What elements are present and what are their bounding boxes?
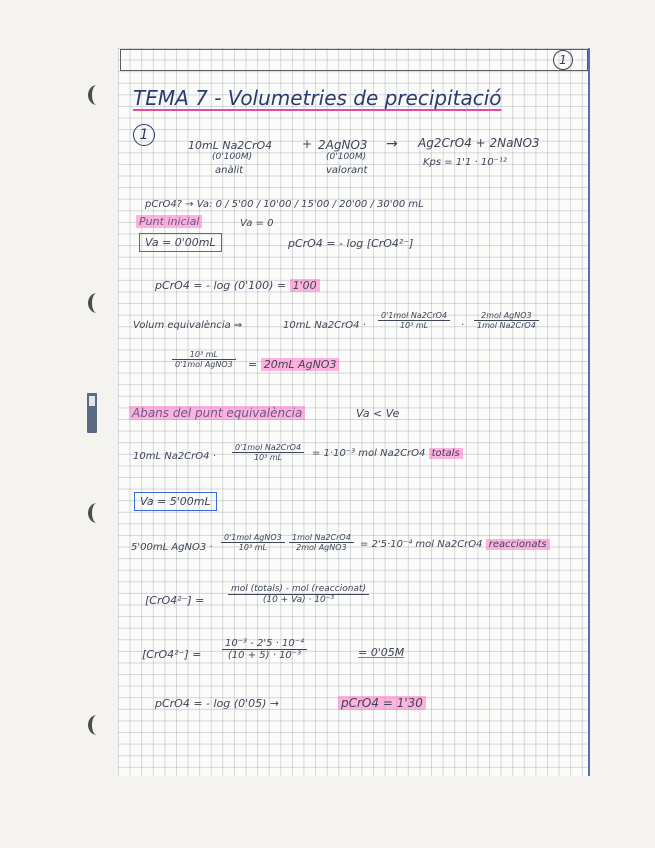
equivalence-f3-den: 0'1mol AgNO3: [175, 360, 233, 369]
binder-hole-3: [88, 503, 106, 523]
pcro4-formula: pCrO4 = - log [CrO4²⁻]: [288, 237, 414, 250]
initial-result: 1'00: [290, 279, 320, 292]
margin-label-strip: [87, 393, 97, 433]
line2-result: = 2'5·10⁻⁴ mol Na2CrO4: [360, 539, 483, 550]
line1-result-wrap: [312, 448, 463, 459]
calc-den: (10 + 5) · 10⁻³: [227, 650, 302, 661]
equivalence-fraction-1: [378, 311, 450, 330]
binder-hole-4: [88, 715, 106, 735]
final-result: pCrO4 = 1'30: [338, 696, 426, 710]
line2-tag: reaccionats: [486, 539, 550, 550]
line2-result-wrap: [360, 539, 550, 550]
line2-d2: 2mol AgNO3: [296, 543, 347, 552]
header-box: [120, 49, 588, 71]
binder-hole-2: [88, 293, 106, 313]
reactant-1-concentration: (0'100M): [212, 152, 253, 162]
reactant-2-concentration: (0'100M): [326, 152, 367, 162]
va5-box-wrap: [134, 495, 217, 508]
va-initial-box: Va = 0'00mL: [139, 233, 222, 252]
line1-fraction: [232, 443, 304, 462]
line1-tag: totals: [429, 448, 463, 459]
line1-start: 10mL Na2CrO4 ·: [133, 451, 216, 462]
final-result-wrap: [338, 696, 426, 710]
reaction-arrow: →: [386, 136, 398, 152]
equivalence-result-wrap: [248, 358, 339, 371]
equivalence-f2-den: 1mol Na2CrO4: [477, 321, 536, 330]
initial-calc: pCrO4 = - log (0'100) =: [155, 279, 287, 292]
before-eq-condition: Va < Ve: [356, 407, 400, 420]
va-initial-box-wrap: [139, 236, 222, 249]
initial-point-heading-wrap: [136, 215, 202, 228]
calc-num: 10⁻³ - 2'5 · 10⁻⁴: [222, 638, 307, 650]
equivalence-dot: ·: [461, 320, 465, 331]
line1-den: 10³ mL: [253, 453, 283, 462]
final-lhs: pCrO4 = - log (0'05) →: [155, 697, 280, 710]
equivalence-f1-den: 10³ mL: [399, 321, 429, 330]
binder-hole-1: [88, 85, 106, 105]
reactant-1: 10mL Na2CrO4: [188, 139, 273, 152]
page-number: 1: [553, 50, 573, 70]
equivalence-f3-num: 10³ mL: [172, 350, 236, 360]
before-eq-heading-wrap: [129, 406, 305, 420]
equivalence-fraction-2: [474, 311, 539, 330]
equivalence-f1-num: 0'1mol Na2CrO4: [378, 311, 450, 321]
reactant-1-role: anàlit: [215, 165, 244, 176]
calc-lhs: [CrO4²⁻] =: [142, 648, 202, 661]
line2-d1: 10³ mL: [238, 543, 267, 552]
conc-num: mol (totals) - mol (reaccionat): [228, 584, 369, 595]
before-eq-heading: Abans del punt equivalència: [129, 406, 305, 420]
va5-box: Va = 5'00mL: [134, 492, 217, 511]
conc-den: (10 + Va) · 10⁻³: [262, 595, 335, 605]
volumes-list: pCrO4? → Va: 0 / 5'00 / 10'00 / 15'00 / 20'00 / 30'00 mL: [145, 199, 424, 210]
equivalence-label: Volum equivalència ⇒: [133, 320, 243, 331]
line1-result: = 1·10⁻³ mol Na2CrO4: [312, 448, 426, 459]
initial-calc-wrap: [155, 279, 320, 292]
plus-sign: +: [302, 137, 313, 151]
equivalence-start: 10mL Na2CrO4 ·: [283, 320, 366, 331]
calc-fraction: [222, 638, 307, 661]
reactant-2-role: valorant: [326, 165, 368, 176]
line2-n2: 1mol Na2CrO4: [289, 533, 354, 543]
line1-num: 0'1mol Na2CrO4: [232, 443, 304, 453]
conc-fraction: [228, 584, 369, 605]
page-title: TEMA 7 - Volumetries de precipitació: [133, 86, 502, 110]
va-zero: Va = 0: [240, 218, 274, 229]
line2-n1: 0'1mol AgNO3: [221, 533, 285, 543]
equivalence-result: 20mL AgNO3: [261, 358, 340, 371]
exercise-number: 1: [133, 124, 155, 146]
line2-fraction-2: [289, 533, 354, 552]
line2-fraction-1: [221, 533, 285, 552]
equivalence-fraction-3: [172, 350, 236, 369]
products: Ag2CrO4 + 2NaNO3: [418, 136, 540, 150]
equivalence-f2-num: 2mol AgNO3: [474, 311, 539, 321]
initial-point-heading: Punt inicial: [136, 215, 202, 228]
equivalence-eq: =: [248, 358, 258, 371]
conc-lhs: [CrO4²⁻] =: [145, 594, 205, 607]
line2-start: 5'00mL AgNO3 ·: [131, 542, 213, 553]
kps-value: Kps = 1'1 · 10⁻¹²: [423, 157, 507, 168]
reactant-2: 2AgNO3: [318, 138, 368, 152]
calc-result: = 0'05M: [358, 646, 405, 659]
